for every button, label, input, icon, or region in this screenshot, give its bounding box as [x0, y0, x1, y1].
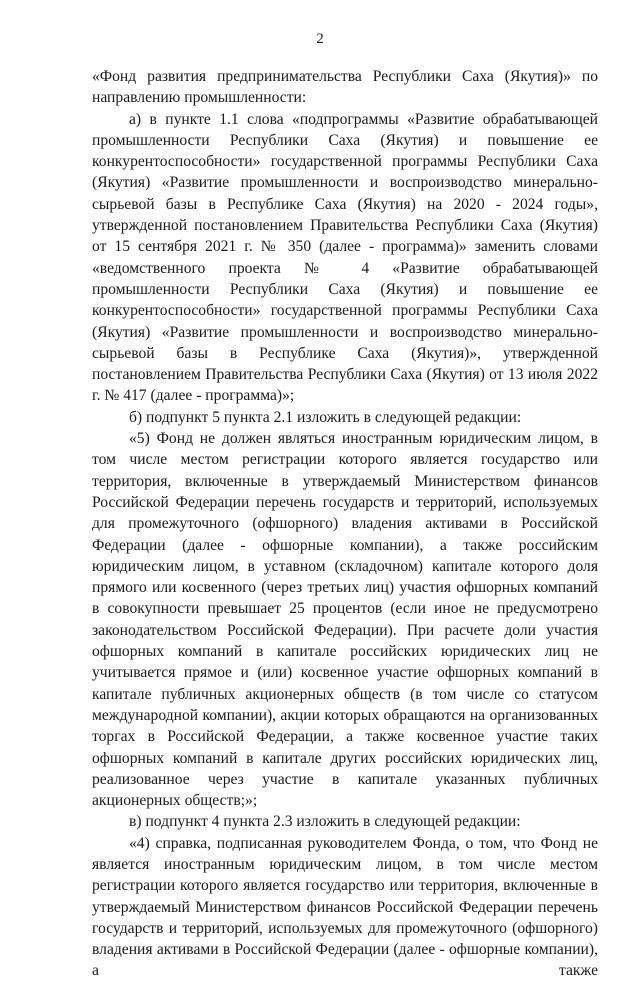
paragraph-item-b: б) подпункт 5 пункта 2.1 изложить в следующей редакции: — [129, 408, 522, 426]
document-body — [92, 66, 598, 982]
paragraph-clause-4: «4) справка, подписанная руководителем Фонда, о том, что Фонд не является иностранным юридическим лицом, в том числе местом регистрации которого является государство или территория, включенные в утверждаемый Министерством финансов Российской Федерации перечень государств и территорий, используемых для промежуточного (офшорного) владения активами в Российской Федерации (далее - офшорные компании), а также — [92, 834, 598, 980]
paragraph-item-v: в) подпункт 4 пункта 2.3 изложить в следующей редакции: — [129, 813, 521, 831]
paragraph-clause-5: «5) Фонд не должен являться иностранным юридическим лицом, в том числе местом регистрации которого является государство или территория, включенные в утверждаемый Министерством финансов Российской Федерации перечень государств и территорий, используемых для промежуточного (офшорного) владения активами в Российской Федерации (далее - офшорные компании), а также российским юридическим лицом, в уставном (складочном) капитале которого доля прямого или косвенного (через третьих лиц) участия офшорных компаний в совокупности превышает 25 процентов (если иное не предусмотрено законодательством Российской Федерации). При расчете доли участия офшорных компаний в капитале российских юридических лиц не учитывается прямое и (или) косвенное участие офшорных компаний в капитале публичных акционерных обществ (в том числе со статусом международной компании), акции которых обращаются на организованных торгах в Российской Федерации, а также косвенное участие таких офшорных компаний в капитале других российских юридических лиц, реализованное через участие в капитале указанных публичных акционерных обществ;»; — [92, 430, 598, 810]
page-number: 2 — [316, 31, 324, 47]
paragraph-item-a: а) в пункте 1.1 слова «подпрограммы «Развитие обрабатывающей промышленности Республики Саха (Якутия) и повышение ее конкурентоспособности» государственной программы Республики Саха (Якутия) «Развитие промышленности и воспроизводство минерально-сырьевой базы в Республике Саха (Якутия) на 2020 - 2024 годы», утвержденной постановлением Правительства Республики Саха (Якутия) от 15 сентября 2021 г. № 350 (далее - программа)» заменить словами «ведомственного проекта № 4 «Развитие обрабатывающей промышленности Республики Саха (Якутия) и повышение ее конкурентоспособности» государственной программы Республики Саха (Якутия) «Развитие промышленности и воспроизводство минерально-сырьевой базы в Республике Саха (Якутия)», утвержденной постановлением Правительства Республики Саха (Якутия) от 13 июля 2022 г. № 417 (далее - программа)»; — [92, 110, 598, 405]
paragraph-intro-continuation: «Фонд развития предпринимательства Республики Саха (Якутия)» по направлению промышленности: — [92, 68, 598, 107]
